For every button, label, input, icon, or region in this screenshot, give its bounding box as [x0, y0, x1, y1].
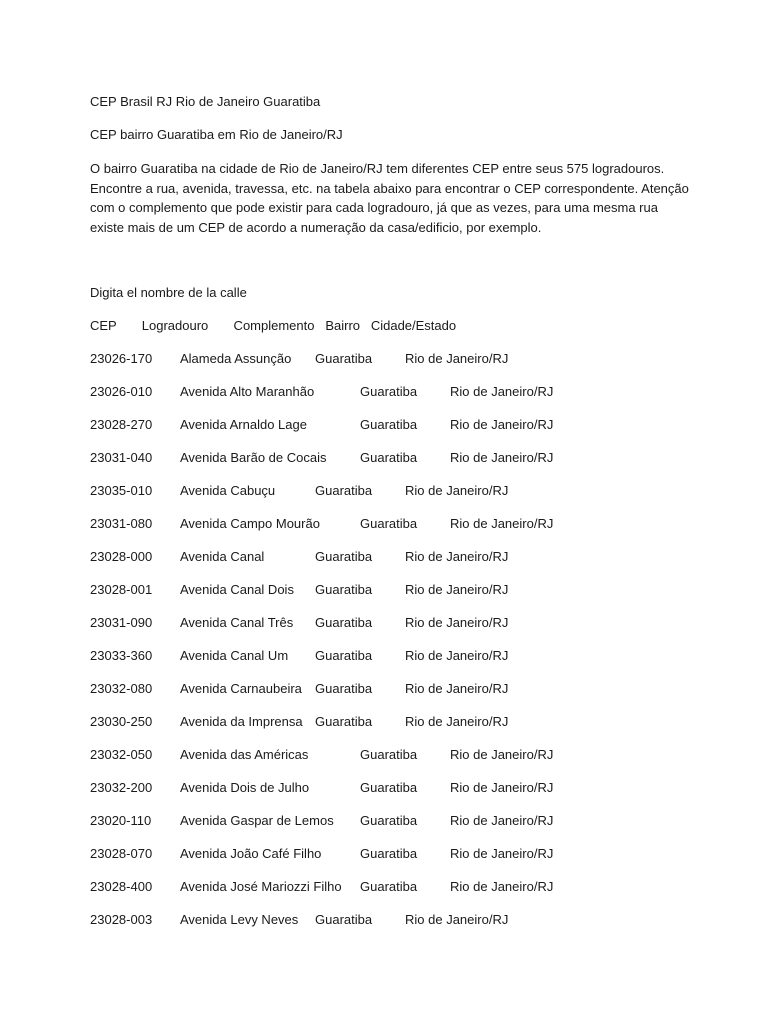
cep-cell: 23031-080 [90, 516, 153, 531]
street-cell: Avenida Arnaldo Lage [180, 417, 307, 432]
cep-cell: 23032-050 [90, 747, 153, 762]
street-cell: Avenida Barão de Cocais [180, 450, 327, 465]
bairro-cell: Guaratiba [315, 648, 373, 663]
cep-cell: 23020-110 [90, 813, 152, 828]
cep-cell: 23032-200 [90, 780, 153, 795]
street-cell: Avenida Carnaubeira [180, 681, 302, 696]
cep-cell: 23028-001 [90, 582, 153, 597]
city-cell: Rio de Janeiro/RJ [405, 351, 509, 366]
city-cell: Rio de Janeiro/RJ [450, 417, 554, 432]
cep-cell: 23028-270 [90, 417, 153, 432]
cep-cell: 23028-003 [90, 912, 153, 927]
cep-cell: 23026-010 [90, 384, 153, 399]
bairro-cell: Guaratiba [360, 813, 418, 828]
bairro-cell: Guaratiba [315, 549, 373, 564]
bairro-cell: Guaratiba [360, 879, 418, 894]
bairro-cell: Guaratiba [315, 681, 373, 696]
bairro-cell: Guaratiba [360, 384, 418, 399]
street-cell: Avenida Dois de Julho [180, 780, 310, 795]
city-cell: Rio de Janeiro/RJ [450, 384, 554, 399]
city-cell: Rio de Janeiro/RJ [450, 813, 554, 828]
cep-cell: 23028-400 [90, 879, 153, 894]
bairro-cell: Guaratiba [360, 516, 418, 531]
street-cell: Avenida João Café Filho [180, 846, 322, 861]
bairro-cell: Guaratiba [315, 351, 373, 366]
cep-cell: 23026-170 [90, 351, 153, 366]
city-cell: Rio de Janeiro/RJ [450, 780, 554, 795]
bairro-cell: Guaratiba [315, 714, 373, 729]
city-cell: Rio de Janeiro/RJ [405, 483, 509, 498]
city-cell: Rio de Janeiro/RJ [450, 879, 554, 894]
street-cell: Avenida das Américas [180, 747, 309, 762]
street-cell: Avenida Levy Neves [180, 912, 299, 927]
street-cell: Avenida Canal Um [180, 648, 289, 663]
city-cell: Rio de Janeiro/RJ [450, 846, 554, 861]
search-label: Digita el nombre de la calle [90, 285, 247, 300]
intro-paragraph: O bairro Guaratiba na cidade de Rio de Janeiro/RJ tem diferentes CEP entre seus 575 logradouros. Encontre a rua, avenida, travessa, etc. na tabela abaixo para encontrar o CEP correspondente. Atenção com o complemento que pode existir para cada logradouro, já que as vezes, para uma mesma rua existe mais de um CEP de acordo a numeração da casa/edificio, por exemplo. [90, 161, 689, 235]
cep-cell: 23032-080 [90, 681, 153, 696]
street-cell: Avenida da Imprensa [180, 714, 303, 729]
cep-cell: 23028-000 [90, 549, 153, 564]
bairro-cell: Guaratiba [360, 450, 418, 465]
page-subtitle: CEP bairro Guaratiba em Rio de Janeiro/RJ [90, 127, 343, 142]
cep-cell: 23030-250 [90, 714, 153, 729]
bairro-cell: Guaratiba [360, 747, 418, 762]
street-cell: Alameda Assunção [180, 351, 292, 366]
city-cell: Rio de Janeiro/RJ [405, 549, 509, 564]
cep-cell: 23028-070 [90, 846, 153, 861]
street-cell: Avenida Campo Mourão [180, 516, 320, 531]
city-cell: Rio de Janeiro/RJ [405, 582, 509, 597]
bairro-cell: Guaratiba [315, 912, 373, 927]
city-cell: Rio de Janeiro/RJ [405, 912, 509, 927]
bairro-cell: Guaratiba [315, 483, 373, 498]
bairro-cell: Guaratiba [315, 582, 373, 597]
city-cell: Rio de Janeiro/RJ [450, 516, 554, 531]
street-cell: Avenida Gaspar de Lemos [180, 813, 334, 828]
street-cell: Avenida José Mariozzi Filho [180, 879, 342, 894]
cep-cell: 23031-090 [90, 615, 153, 630]
street-cell: Avenida Alto Maranhão [180, 384, 315, 399]
city-cell: Rio de Janeiro/RJ [450, 747, 554, 762]
street-cell: Avenida Canal [180, 549, 265, 564]
cep-cell: 23031-040 [90, 450, 153, 465]
city-cell: Rio de Janeiro/RJ [405, 648, 509, 663]
table-header: CEP Logradouro Complemento Bairro Cidade/Estado [90, 318, 457, 333]
street-cell: Avenida Canal Dois [180, 582, 294, 597]
bairro-cell: Guaratiba [360, 846, 418, 861]
city-cell: Rio de Janeiro/RJ [405, 714, 509, 729]
cep-cell: 23035-010 [90, 483, 153, 498]
street-cell: Avenida Canal Três [180, 615, 294, 630]
bairro-cell: Guaratiba [315, 615, 373, 630]
city-cell: Rio de Janeiro/RJ [450, 450, 554, 465]
page-heading: CEP Brasil RJ Rio de Janeiro Guaratiba [90, 94, 321, 109]
bairro-cell: Guaratiba [360, 780, 418, 795]
bairro-cell: Guaratiba [360, 417, 418, 432]
city-cell: Rio de Janeiro/RJ [405, 615, 509, 630]
city-cell: Rio de Janeiro/RJ [405, 681, 509, 696]
cep-cell: 23033-360 [90, 648, 153, 663]
street-cell: Avenida Cabuçu [180, 483, 276, 498]
